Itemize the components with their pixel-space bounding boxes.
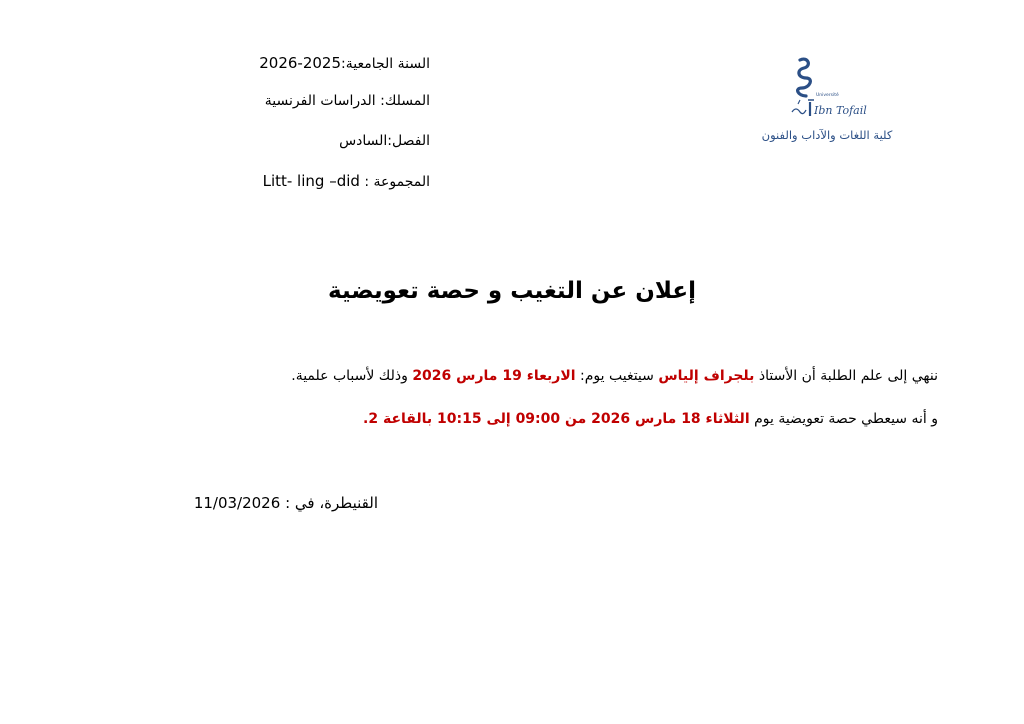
absence-date: الاربعاء 19 مارس 2026 [412,368,576,384]
notice-line-2-intro: و أنه سيعطي حصة تعويضية يوم [754,411,938,427]
academic-year-value: 2026-2025 [259,54,342,72]
svg-text:Ibn Tofail: Ibn Tofail [814,104,867,117]
notice-line-2 [363,411,938,427]
notice-line-1-absence: سيتغيب يوم: [580,368,654,384]
notice-line-1-reason: وذلك لأسباب علمية. [291,368,408,384]
track-label: المسلك: [380,93,430,109]
issue-date: 11/03/2026 [193,494,281,512]
place-date-line [194,494,378,512]
faculty-logo [752,52,912,152]
group-value: Litt- ling –did [262,172,360,190]
track-value: الدراسات الفرنسية [264,93,376,109]
track-line [265,93,430,109]
semester-value: السادس [339,133,388,149]
group-label: المجموعة : [364,174,430,190]
semester-line [339,133,430,149]
academic-year-line [259,54,430,72]
group-line [263,172,430,190]
page-title: إعلان عن التغيب و حصة تعويضية [328,278,696,304]
notice-line-1 [291,368,938,384]
svg-text:Université: Université [816,93,839,98]
makeup-session-details: الثلاثاء 18 مارس 2026 من 09:00 إلى 10:15 بالقاعة 2. [363,411,750,427]
professor-name: بلجراف إلياس [658,368,755,384]
faculty-name-caption: كلية اللغات والآداب والفنون [761,128,893,142]
place-label: القنيطرة، في : [285,494,378,512]
semester-label: الفصل: [387,133,430,149]
notice-line-1-intro: ننهي إلى علم الطلبة أن الأستاذ [758,368,938,384]
academic-year-label: السنة الجامعية: [341,56,430,72]
ibn-tofail-emblem-icon [752,52,902,126]
